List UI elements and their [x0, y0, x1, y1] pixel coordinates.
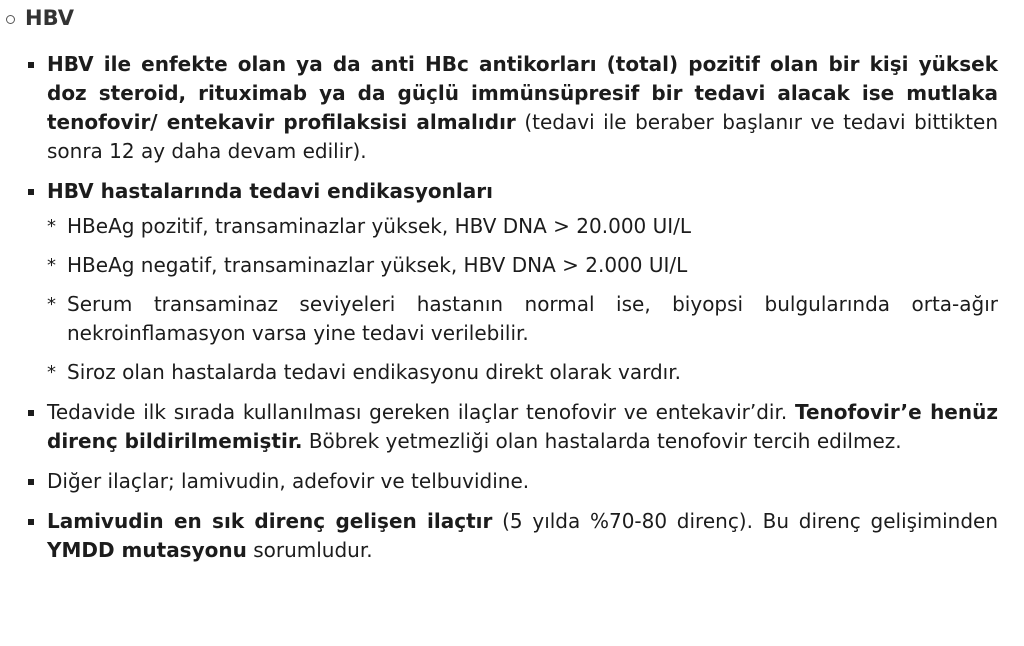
item-text: Tedavide ilk sırada kullanılması gereken ilaçlar tenofovir ve entekavir’dir.	[47, 400, 795, 424]
bullet-list	[26, 50, 998, 576]
sub-item-text: HBeAg pozitif, transaminazlar yüksek, HBV DNA > 20.000 UI/L	[67, 214, 692, 238]
asterisk-bullet-icon: *	[47, 294, 56, 315]
heading-text: HBV	[25, 6, 74, 30]
square-bullet-icon	[28, 189, 34, 195]
item-bold-text: Lamivudin en sık direnç gelişen ilaçtır	[47, 509, 493, 533]
section-heading	[6, 6, 74, 30]
item-bold-text: Tenofovir’e henüz direnç bildirilmemiştir.	[47, 400, 998, 453]
sub-item-text: HBeAg negatif, transaminazlar yüksek, HBV DNA > 2.000 UI/L	[67, 253, 688, 277]
list-item-lamivudine	[26, 507, 998, 565]
item-text: Diğer ilaçlar; lamivudin, adefovir ve telbuvidine.	[47, 469, 530, 493]
sub-item	[47, 290, 998, 348]
sub-item	[47, 212, 998, 241]
item-text: Böbrek yetmezliği olan hastalarda tenofovir tercih edilmez.	[302, 429, 902, 453]
list-item-prophylaxis	[26, 50, 998, 166]
list-item-first-line-drugs	[26, 398, 998, 456]
item-text: sorumludur.	[246, 538, 373, 562]
asterisk-bullet-icon: *	[47, 362, 56, 383]
square-bullet-icon	[28, 410, 34, 416]
asterisk-bullet-icon: *	[47, 216, 56, 237]
item-bold-text: YMDD mutasyonu	[47, 538, 247, 562]
square-bullet-icon	[28, 519, 34, 525]
square-bullet-icon	[28, 62, 34, 68]
list-item-other-drugs	[26, 467, 998, 496]
item-text: (tedavi ile beraber başlanır ve tedavi bittikten sonra 12 ay daha devam edilir).	[47, 110, 998, 163]
sub-item-text: Siroz olan hastalarda tedavi endikasyonu direkt olarak vardır.	[67, 360, 681, 384]
item-bold-text: HBV ile enfekte olan ya da anti HBc antikorları (total) pozitif olan bir kişi yüksek doz steroid, rituximab ya da güçlü immünsüpresif bir tedavi alacak ise mutlaka tenofovir/ entekavir profilaksisi almalıdır	[47, 52, 998, 134]
square-bullet-icon	[28, 479, 34, 485]
sub-item	[47, 251, 998, 280]
list-item-indications	[26, 177, 998, 387]
sub-item	[47, 358, 998, 387]
item-bold-text: HBV hastalarında tedavi endikasyonları	[47, 179, 493, 203]
circle-bullet-icon	[6, 15, 15, 24]
asterisk-bullet-icon: *	[47, 255, 56, 276]
item-text: (5 yılda %70-80 direnç). Bu direnç gelişiminden	[492, 509, 998, 533]
sub-item-text: Serum transaminaz seviyeleri hastanın normal ise, biyopsi bulgularında orta-ağır nekroinflamasyon varsa yine tedavi verilebilir.	[67, 292, 998, 345]
indication-sublist	[47, 212, 998, 387]
